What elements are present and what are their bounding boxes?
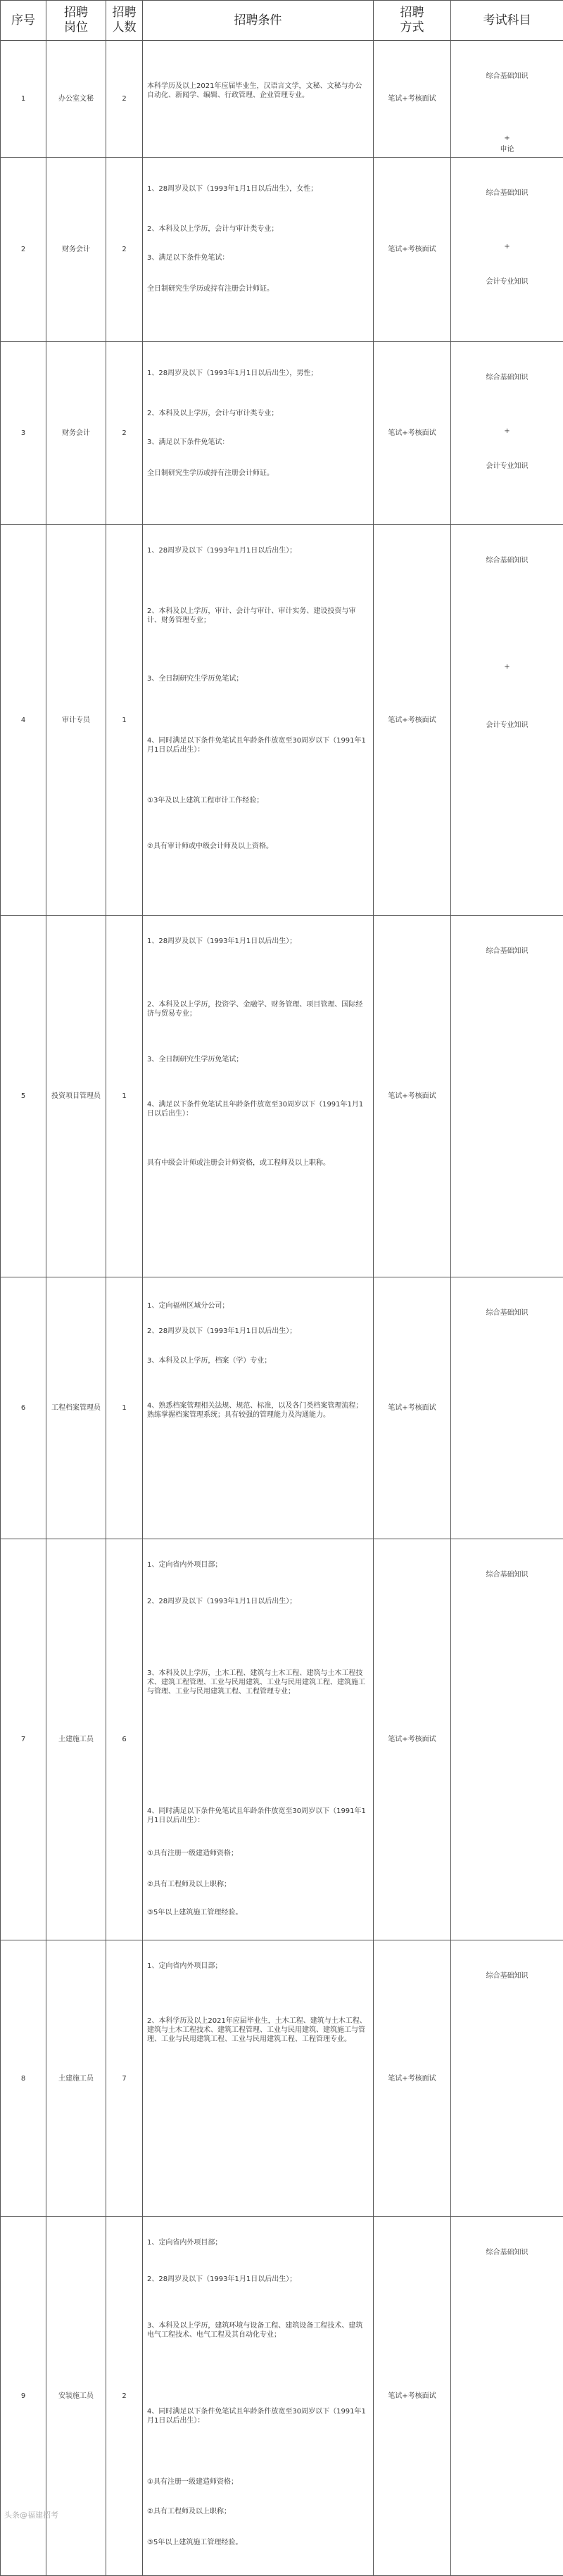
row-method: 笔试+考核面试 — [374, 1539, 451, 1940]
condition-item: 1、定向省内外项目部； — [147, 1560, 369, 1570]
row-subjects — [451, 525, 563, 916]
row-post: 土建施工员 — [46, 1940, 106, 2217]
condition-item: 4、熟悉档案管理相关法规、规范、标准，以及各门类档案管理流程；熟练掌握档案管理系统；具有较强的管理能力及沟通能力。 — [147, 1401, 369, 1420]
condition-item: 4、同时满足以下条件免笔试且年龄条件放宽至30周岁以下（1991年1月1日以后出生）： — [147, 736, 369, 755]
subject-item: 综合基础知识 — [451, 556, 563, 565]
row-subjects — [451, 41, 563, 158]
row-post: 审计专员 — [46, 525, 106, 916]
row-seq: 5 — [1, 916, 46, 1277]
subject-item: 综合基础知识 — [451, 72, 563, 81]
row-method: 笔试+考核面试 — [374, 525, 451, 916]
condition-item: 2、本科及以上学历，投资学、金融学、财务管理、项目管理、国际经济与贸易专业； — [147, 1000, 369, 1018]
subject-item: 综合基础知识 — [451, 1570, 563, 1579]
row-conditions — [143, 2217, 374, 2576]
row-post: 土建施工员 — [46, 1539, 106, 1940]
table-row — [1, 1277, 563, 1539]
subject-item: 综合基础知识 — [451, 2248, 563, 2257]
table-row — [1, 158, 563, 342]
row-count: 1 — [106, 916, 143, 1277]
header-post: 招聘 岗位 — [46, 1, 106, 41]
row-conditions — [143, 158, 374, 342]
row-method: 笔试+考核面试 — [374, 158, 451, 342]
row-post: 安装施工员 — [46, 2217, 106, 2576]
row-subjects — [451, 916, 563, 1277]
row-conditions — [143, 41, 374, 158]
condition-item: 2、本科及以上学历，审计、会计与审计、审计实务、建设投资与审计、财务管理专业； — [147, 607, 369, 625]
table-row — [1, 525, 563, 916]
subject-item: 综合基础知识 — [451, 373, 563, 382]
condition-item: 本科学历及以上2021年应届毕业生，汉语言文学，文秘、文秘与办公自动化、新闻学、编辑、行政管理、企业管理专业。 — [147, 82, 369, 100]
row-count: 2 — [106, 41, 143, 158]
row-count: 2 — [106, 158, 143, 342]
row-count: 2 — [106, 2217, 143, 2576]
condition-item: ②具有审计师或中级会计师及以上资格。 — [147, 842, 369, 851]
condition-item: 具有中级会计师或注册会计师资格，或工程师及以上职称。 — [147, 1158, 369, 1168]
condition-item: 全日制研究生学历或持有注册会计师证。 — [147, 284, 369, 293]
subject-item: + — [451, 427, 563, 436]
subject-item: + — [451, 662, 563, 671]
table-row — [1, 2217, 563, 2576]
row-method: 笔试+考核面试 — [374, 1277, 451, 1539]
row-conditions — [143, 1940, 374, 2217]
condition-item: ①3年及以上建筑工程审计工作经验； — [147, 796, 369, 805]
row-count: 7 — [106, 1940, 143, 2217]
row-conditions — [143, 916, 374, 1277]
condition-item: 3、全日制研究生学历免笔试； — [147, 1055, 369, 1064]
condition-item: 1、定向省内外项目部； — [147, 1962, 369, 1971]
row-conditions — [143, 1539, 374, 1940]
row-post: 财务会计 — [46, 342, 106, 525]
subject-item: 申论 — [451, 145, 563, 154]
row-method: 笔试+考核面试 — [374, 2217, 451, 2576]
header-count: 招聘 人数 — [106, 1, 143, 41]
condition-item: ①具有注册一级建造师资格； — [147, 1849, 369, 1858]
header-method: 招聘 方式 — [374, 1, 451, 41]
condition-item: 4、满足以下条件免笔试且年龄条件放宽至30周岁以下（1991年1月1日以后出生）： — [147, 1100, 369, 1118]
row-count: 1 — [106, 1277, 143, 1539]
row-seq: 1 — [1, 41, 46, 158]
subject-item: 综合基础知识 — [451, 189, 563, 198]
row-seq: 3 — [1, 342, 46, 525]
row-subjects — [451, 2217, 563, 2576]
table-row — [1, 1940, 563, 2217]
condition-item: ①具有注册一级建造师资格； — [147, 2477, 369, 2487]
condition-item: 4、同时满足以下条件免笔试且年龄条件放宽至30周岁以下（1991年1月1日以后出生）： — [147, 2407, 369, 2425]
row-subjects — [451, 158, 563, 342]
condition-item: 1、定向福州区域分公司； — [147, 1301, 369, 1311]
condition-item: 2、本科及以上学历，会计与审计类专业； — [147, 409, 369, 418]
subject-item: 综合基础知识 — [451, 947, 563, 956]
row-post: 投资项目管理员 — [46, 916, 106, 1277]
table-row — [1, 342, 563, 525]
row-count: 2 — [106, 342, 143, 525]
condition-item: 3、本科及以上学历，土木工程、建筑与土木工程、建筑与土木工程技术、建筑工程管理、工业与民用建筑、工业与民用建筑工程、建筑施工与管理、工业与民用建筑工程、工程管理专业； — [147, 1669, 369, 1696]
subject-item: 会计专业知识 — [451, 462, 563, 471]
table-row — [1, 1539, 563, 1940]
condition-item: 1、定向省内外项目部； — [147, 2238, 369, 2247]
condition-item: 2、28周岁及以下（1993年1月1日以后出生）； — [147, 1327, 369, 1336]
row-subjects — [451, 1940, 563, 2217]
row-seq: 8 — [1, 1940, 46, 2217]
condition-item: 3、满足以下条件免笔试： — [147, 253, 369, 263]
subject-item: 会计专业知识 — [451, 277, 563, 286]
row-method: 笔试+考核面试 — [374, 342, 451, 525]
condition-item: ②具有工程师及以上职称； — [147, 1880, 369, 1889]
subject-item: 综合基础知识 — [451, 1308, 563, 1318]
condition-item: 3、满足以下条件免笔试： — [147, 438, 369, 447]
row-method: 笔试+考核面试 — [374, 916, 451, 1277]
row-method: 笔试+考核面试 — [374, 41, 451, 158]
table-row — [1, 916, 563, 1277]
condition-item: 3、本科及以上学历，建筑环境与设备工程、建筑设备工程技术、建筑电气工程技术、电气工程及其自动化专业； — [147, 2321, 369, 2340]
row-conditions — [143, 1277, 374, 1539]
row-seq: 7 — [1, 1539, 46, 1940]
row-subjects — [451, 1277, 563, 1539]
row-count: 1 — [106, 525, 143, 916]
subject-item: + — [451, 242, 563, 251]
condition-item: ③5年以上建筑施工管理经验。 — [147, 1908, 369, 1917]
header-row — [1, 1, 563, 41]
row-method: 笔试+考核面试 — [374, 1940, 451, 2217]
condition-item: 1、28周岁及以下（1993年1月1日以后出生），男性； — [147, 369, 369, 378]
condition-item: ③5年以上建筑施工管理经验。 — [147, 2538, 369, 2547]
row-subjects — [451, 1539, 563, 1940]
watermark: 头条@福建招考 — [4, 2509, 58, 2520]
header-conditions: 招聘条件 — [143, 1, 374, 41]
condition-item: 全日制研究生学历或持有注册会计师证。 — [147, 469, 369, 478]
condition-item: 1、28周岁及以下（1993年1月1日以后出生）； — [147, 937, 369, 946]
row-subjects — [451, 342, 563, 525]
header-subjects: 考试科目 — [451, 1, 563, 41]
row-post: 财务会计 — [46, 158, 106, 342]
condition-item: 3、全日制研究生学历免笔试； — [147, 674, 369, 683]
condition-item: 1、28周岁及以下（1993年1月1日以后出生），女性； — [147, 184, 369, 194]
header-seq: 序号 — [1, 1, 46, 41]
subject-item: 会计专业知识 — [451, 721, 563, 730]
condition-item: ②具有工程师及以上职称； — [147, 2507, 369, 2516]
condition-item: 1、28周岁及以下（1993年1月1日以后出生）； — [147, 546, 369, 555]
condition-item: 2、本科学历及以上2021年应届毕业生，土木工程、建筑与土木工程、建筑与土木工程技术、建筑工程管理、工业与民用建筑、建筑施工与管理、工业与民用建筑工程、工业与民用建筑工程、工程管理专业。 — [147, 2016, 369, 2044]
row-seq: 4 — [1, 525, 46, 916]
condition-item: 2、28周岁及以下（1993年1月1日以后出生）； — [147, 1597, 369, 1606]
table-row — [1, 41, 563, 158]
subject-item: 综合基础知识 — [451, 1971, 563, 1981]
row-seq: 6 — [1, 1277, 46, 1539]
row-post: 办公室文秘 — [46, 41, 106, 158]
row-conditions — [143, 525, 374, 916]
row-post: 工程档案管理员 — [46, 1277, 106, 1539]
row-seq: 2 — [1, 158, 46, 342]
row-conditions — [143, 342, 374, 525]
subject-item: + — [451, 134, 563, 143]
condition-item: 3、本科及以上学历，档案（学）专业； — [147, 1356, 369, 1365]
condition-item: 4、同时满足以下条件免笔试且年龄条件放宽至30周岁以下（1991年1月1日以后出生）： — [147, 1807, 369, 1825]
row-count: 6 — [106, 1539, 143, 1940]
condition-item: 2、28周岁及以下（1993年1月1日以后出生）； — [147, 2275, 369, 2284]
condition-item: 2、本科及以上学历，会计与审计类专业； — [147, 225, 369, 234]
row-seq: 9 — [1, 2217, 46, 2576]
